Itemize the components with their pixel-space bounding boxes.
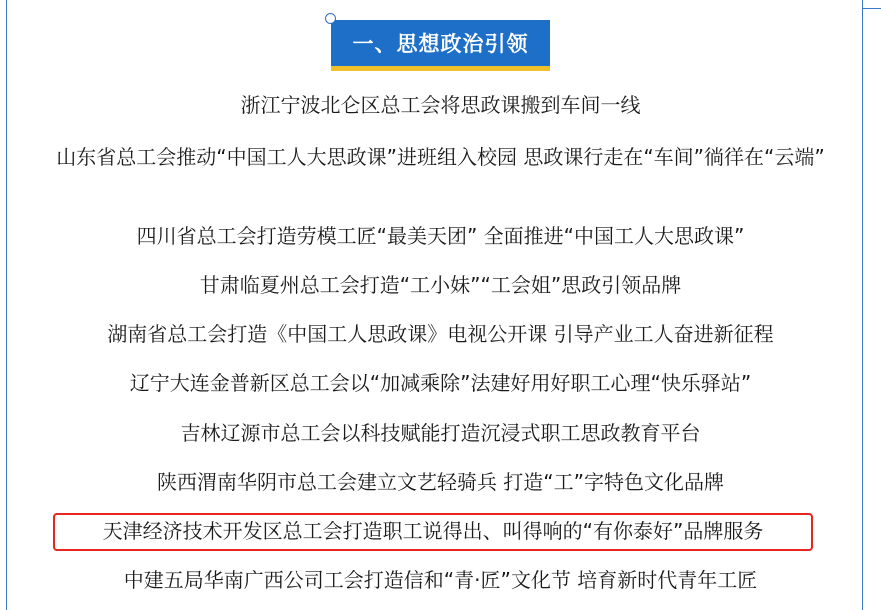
article-link[interactable]: 湖南省总工会打造《中国工人思政课》电视公开课 引导产业工人奋进新征程 [107,322,774,346]
article-link[interactable]: 吉林辽源市总工会以科技赋能打造沉浸式职工思政教育平台 [180,421,701,445]
article-link[interactable]: 陕西渭南华阴市总工会建立文艺轻骑兵 打造“工”字特色文化品牌 [156,470,725,494]
article-link[interactable]: 中建五局华南广西公司工会打造信和“青·匠”文化节 培育新时代青年工匠 [123,568,758,592]
highlight-box [53,513,813,551]
article-link[interactable]: 甘肃临夏州总工会打造“工小妹”“工会姐”思政引领品牌 [199,273,682,297]
article-link-highlighted[interactable]: 天津经济技术开发区总工会打造职工说得出、叫得响的“有你泰好”品牌服务 [102,519,764,543]
section-title: 一、思想政治引领 [331,20,550,66]
article-link[interactable]: 四川省总工会打造劳模工匠“最美天团” 全面推进“中国工人大思政课” [136,224,745,248]
article-link[interactable]: 山东省总工会推动“中国工人大思政课”进班组入校园 思政课行走在“车间”徜徉在“云端” [56,145,825,169]
article-link[interactable]: 浙江宁波北仑区总工会将思政课搬到车间一线 [240,93,641,117]
article-link[interactable]: 辽宁大连金普新区总工会以“加减乘除”法建好用好职工心理“快乐驿站” [129,371,752,395]
